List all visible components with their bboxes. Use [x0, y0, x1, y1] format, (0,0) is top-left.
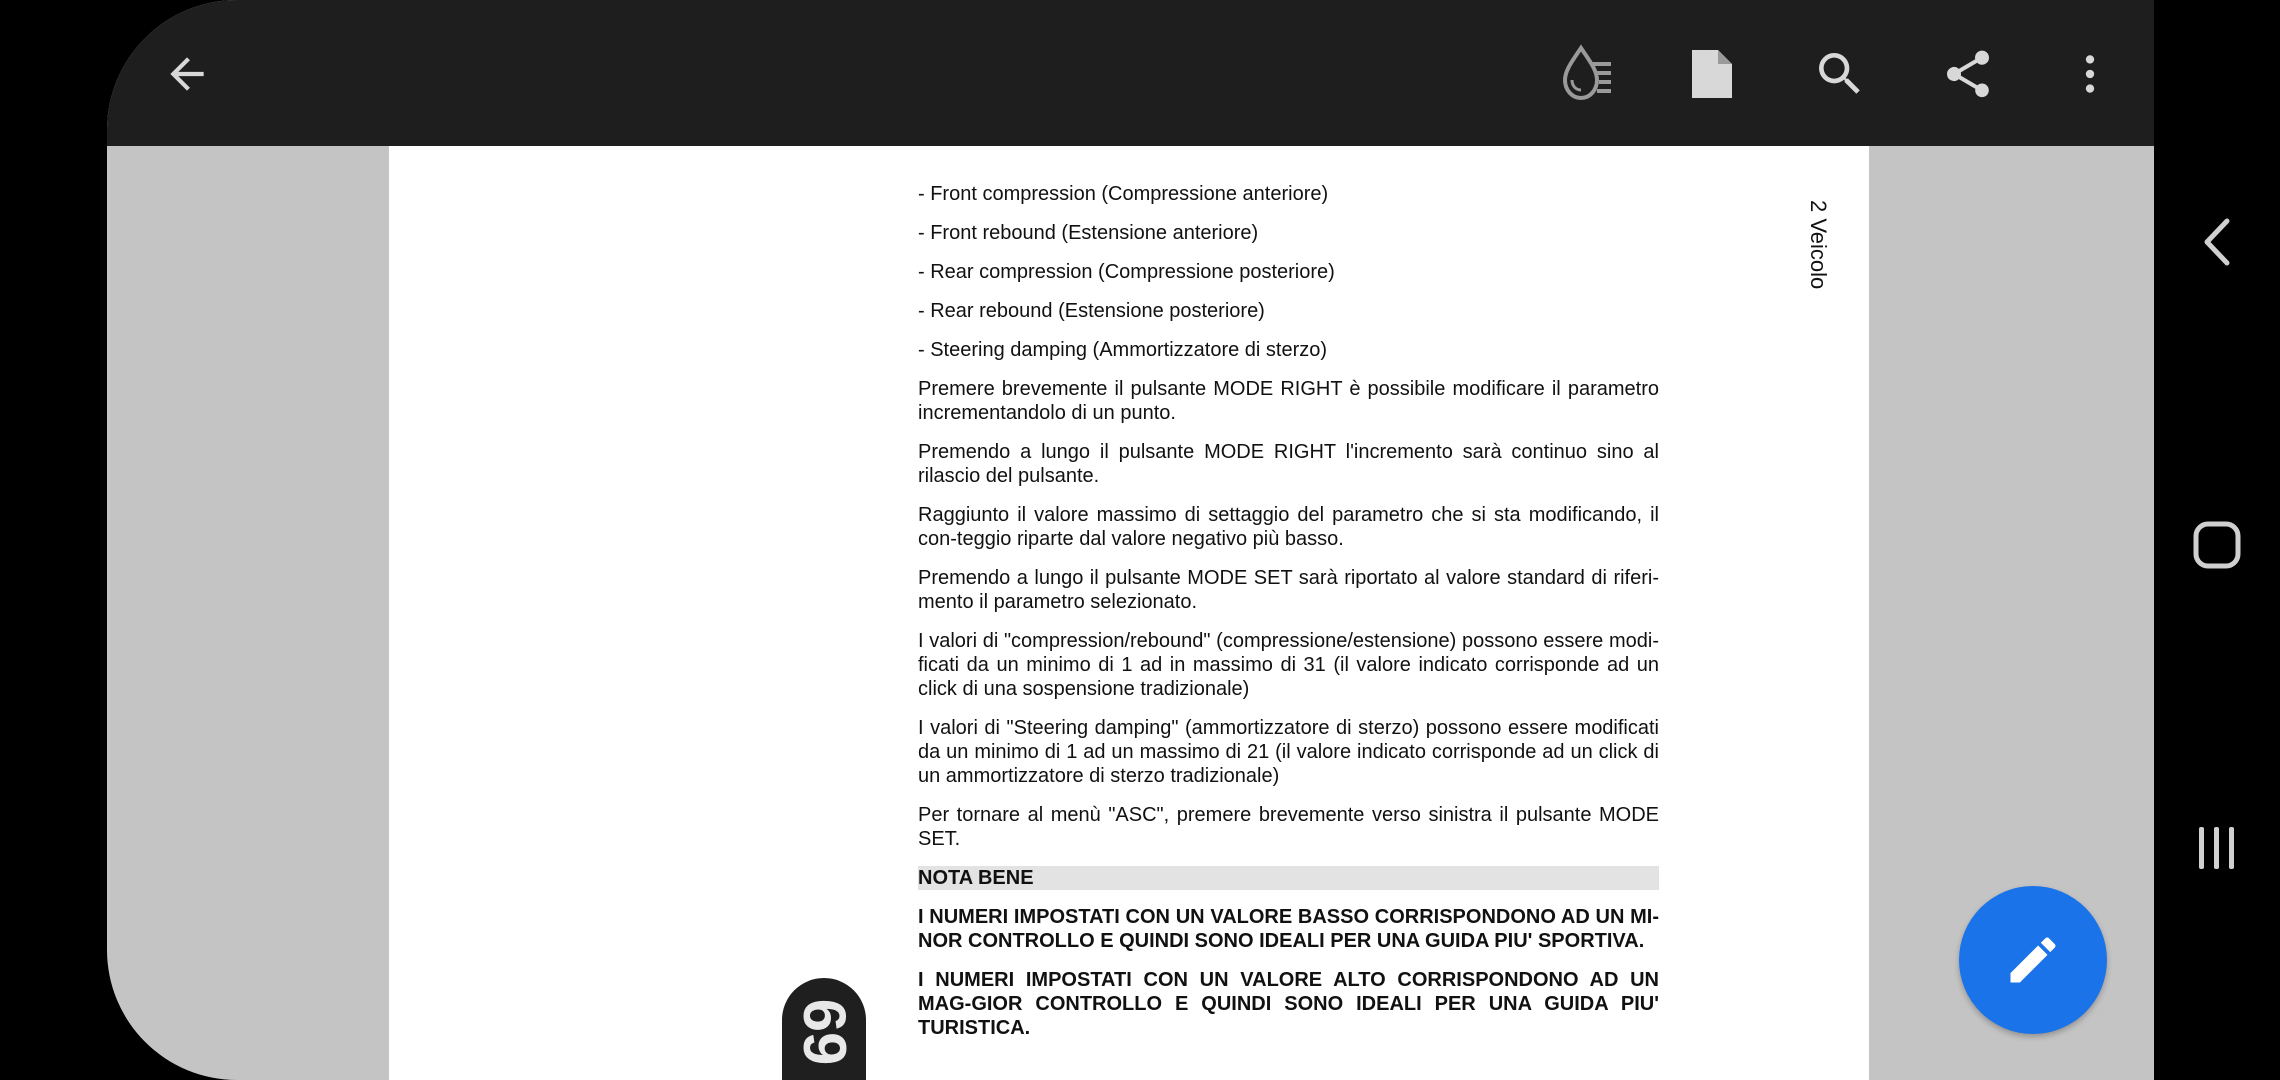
note-heading: NOTA BENE — [918, 866, 1659, 890]
page-number: 69 — [791, 998, 858, 1066]
list-item: - Rear compression (Compressione posteriore) — [918, 261, 1335, 283]
list-item: - Front compression (Compressione anteriore) — [918, 183, 1329, 205]
list-item: - Front rebound (Estensione anteriore) — [918, 222, 1259, 244]
pencil-icon — [2003, 930, 2063, 990]
paragraph: Per tornare al menù "ASC", premere brevemente verso sinistra il pulsante MODE SET. — [918, 804, 1659, 850]
page-number-tab — [782, 978, 866, 1080]
note-paragraph: I NUMERI IMPOSTATI CON UN VALORE ALTO CORRISPONDONO AD UN MAG-GIOR CONTROLLO E QUINDI SONO IDEALI PER UNA GUIDA PIU' TURISTICA. — [918, 969, 1659, 1039]
paragraph: Premendo a lungo il pulsante MODE SET sarà riportato al valore standard di riferi-mento il parametro selezionato. — [918, 567, 1659, 613]
side-title-text: 2 Veicolo — [1806, 200, 1831, 290]
paragraph: Premere brevemente il pulsante MODE RIGHT è possibile modificare il parametro incrementandolo di un punto. — [918, 378, 1659, 424]
note-paragraph: I NUMERI IMPOSTATI CON UN VALORE BASSO CORRISPONDONO AD UN MI-NOR CONTROLLO E QUINDI SONO IDEALI PER UNA GUIDA PIU' SPORTIVA. — [918, 906, 1659, 952]
paragraph: Premendo a lungo il pulsante MODE RIGHT l'incremento sarà continuo sino al rilascio del pulsante. — [918, 441, 1659, 487]
chevron-left-icon — [2197, 217, 2237, 267]
system-navigation-bar — [2154, 0, 2280, 1080]
more-vert-icon — [2065, 49, 2115, 99]
paragraph: Raggiunto il valore massimo di settaggio del parametro che si sta modificando, il con-teggio riparte dal valore negativo più basso. — [918, 504, 1659, 550]
nav-recents-button[interactable] — [2182, 813, 2252, 883]
edit-fab-button[interactable] — [1959, 886, 2107, 1034]
reading-mode-button[interactable] — [1553, 38, 1625, 110]
recents-icon — [2194, 825, 2240, 871]
list-item: - Steering damping (Ammortizzatore di sterzo) — [918, 339, 1328, 361]
page-content — [918, 182, 1659, 1055]
arrow-left-icon — [162, 49, 212, 99]
nav-back-button[interactable] — [2182, 207, 2252, 277]
top-toolbar — [107, 0, 2154, 146]
nav-home-button[interactable] — [2182, 510, 2252, 580]
search-icon — [1812, 46, 1868, 102]
back-button[interactable] — [151, 38, 223, 110]
more-options-button[interactable] — [2054, 38, 2126, 110]
pdf-page[interactable] — [389, 146, 1869, 1080]
reading-mode-icon — [1557, 42, 1621, 106]
list-item: - Rear rebound (Estensione posteriore) — [918, 300, 1265, 322]
share-icon — [1940, 46, 1996, 102]
page-view-button[interactable] — [1676, 38, 1748, 110]
search-button[interactable] — [1804, 38, 1876, 110]
share-button[interactable] — [1932, 38, 2004, 110]
document-icon — [1690, 48, 1734, 100]
app-screen — [107, 0, 2154, 1080]
paragraph: I valori di "compression/rebound" (compressione/estensione) possono essere modi-ficati da un minimo di 1 ad in massimo di 31 (il valore indicato corrisponde ad un click di una sospensione tradizionale) — [918, 630, 1659, 700]
home-square-icon — [2192, 520, 2242, 570]
paragraph: I valori di "Steering damping" (ammortizzatore di sterzo) possono essere modificati da un minimo di 1 ad un massimo di 21 (il valore indicato corrisponde ad un click di un ammortizzatore di sterzo tradizionale) — [918, 717, 1659, 787]
